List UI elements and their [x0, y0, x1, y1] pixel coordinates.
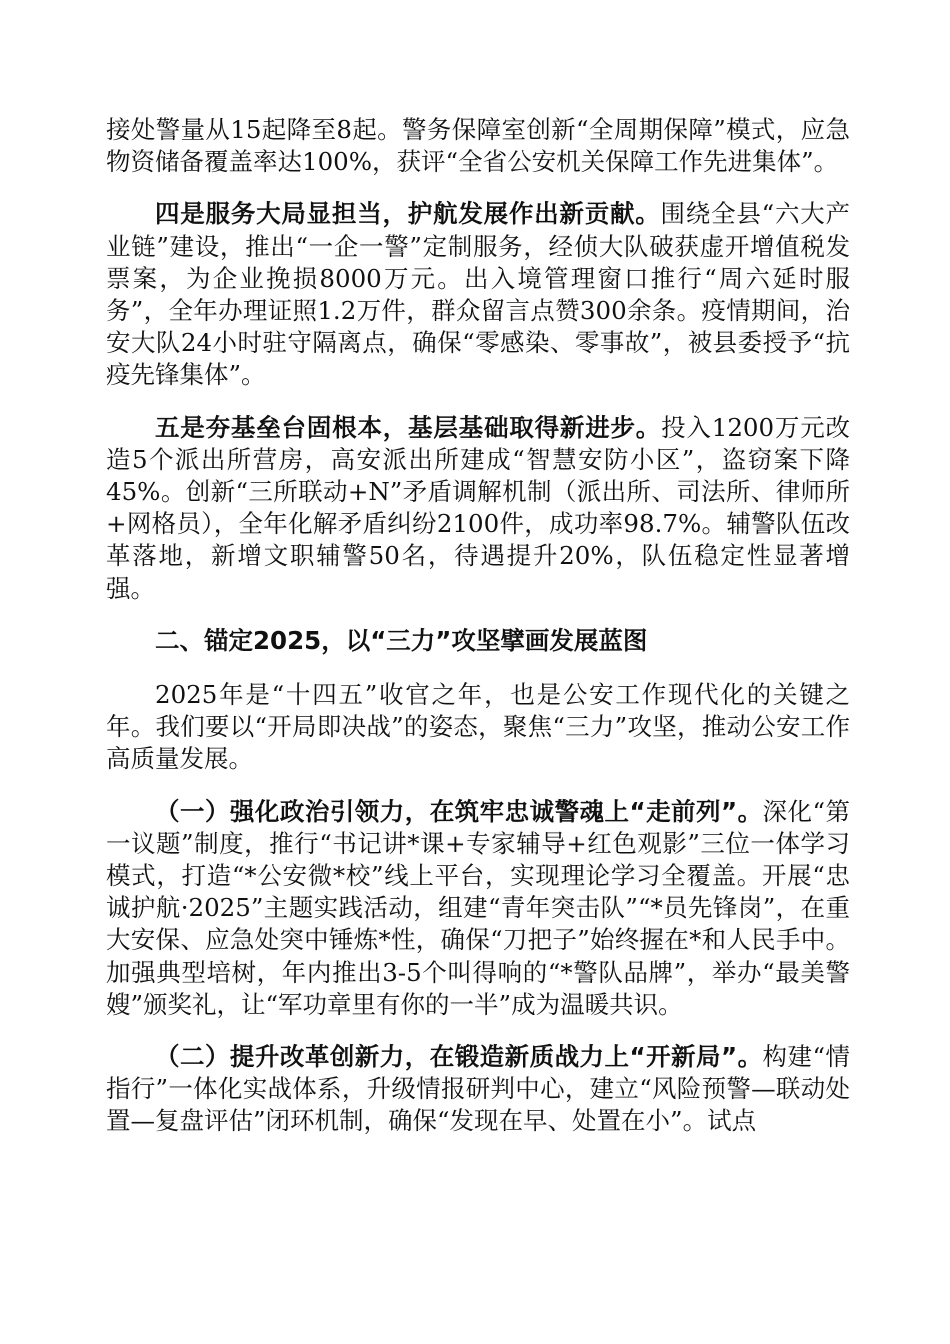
- paragraph-body-text: 构建“情指行”一体化实战体系，升级情报研判中心，建立“风险预警—联动处置—复盘评估”闭环机制，确保“发现在早、处置在小”。试点: [106, 1042, 850, 1136]
- paragraph-body-text: 深化“第一议题”制度，推行“书记讲*课+专家辅导+红色观影”三位一体学习模式，打造“*公安微*校”线上平台，实现理论学习全覆盖。开展“忠诚护航·2025”主题实践活动，组建“青年突击队”“*员先锋岗”，在重大安保、应急处突中锤炼*性，确保“刀把子”始终握在*和人民手中。加强典型培树，年内推出3-5个叫得响的“*警队品牌”，举办“最美警嫂”颁奖礼，让“军功章里有你的一半”成为温暖共识。: [106, 796, 850, 1019]
- paragraph-continuation: 接处警量从15起降至8起。警务保障室创新“全周期保障”模式，应急物资储备覆盖率达100%，获评“全省公安机关保障工作先进集体”。: [106, 115, 850, 177]
- paragraph-lead-bold: （二）提升改革创新力，在锻造新质战力上“开新局”。: [155, 1042, 763, 1072]
- paragraph-2025-intro: 2025年是“十四五”收官之年，也是公安工作现代化的关键之年。我们要以“开局即决战”的姿态，聚焦“三力”攻坚，推动公安工作高质量发展。: [106, 680, 850, 774]
- paragraph-body-text: 围绕全县“六大产业链”建设，推出“一企一警”定制服务，经侦大队破获虚开增值税发票案，为企业挽损8000万元。出入境管理窗口推行“周六延时服务”，全年办理证照1.2万件，群众留言点赞300余条。疫情期间，治安大队24小时驻守隔离点，确保“零感染、零事故”，被县委授予“抗疫先锋集体”。: [106, 199, 850, 390]
- paragraph-lead-bold: 五是夯基垒台固根本，基层基础取得新进步。: [155, 412, 662, 442]
- paragraph-reform-innovation: [106, 1041, 850, 1138]
- paragraph-body-text: 投入1200万元改造5个派出所营房，高安派出所建成“智慧安防小区”，盗窃案下降45%。创新“三所联动+N”矛盾调解机制（派出所、司法所、律师所+网格员），全年化解矛盾纠纷2100件，成功率98.7%。辅警队伍改革落地，新增文职辅警50名，待遇提升20%，队伍稳定性显著增强。: [106, 412, 851, 603]
- section-heading-2025: 二、锚定2025，以“三力”攻坚擘画发展蓝图: [155, 625, 648, 655]
- paragraph-lead-bold: （一）强化政治引领力，在筑牢忠诚警魂上“走前列”。: [155, 796, 763, 826]
- paragraph-lead-bold: 四是服务大局显担当，护航发展作出新贡献。: [155, 199, 661, 229]
- paragraph-political-leadership: [106, 796, 850, 1021]
- paragraph-service-development: [106, 198, 850, 391]
- paragraph-grassroots-foundation: [106, 412, 850, 605]
- document-body: [106, 114, 850, 1158]
